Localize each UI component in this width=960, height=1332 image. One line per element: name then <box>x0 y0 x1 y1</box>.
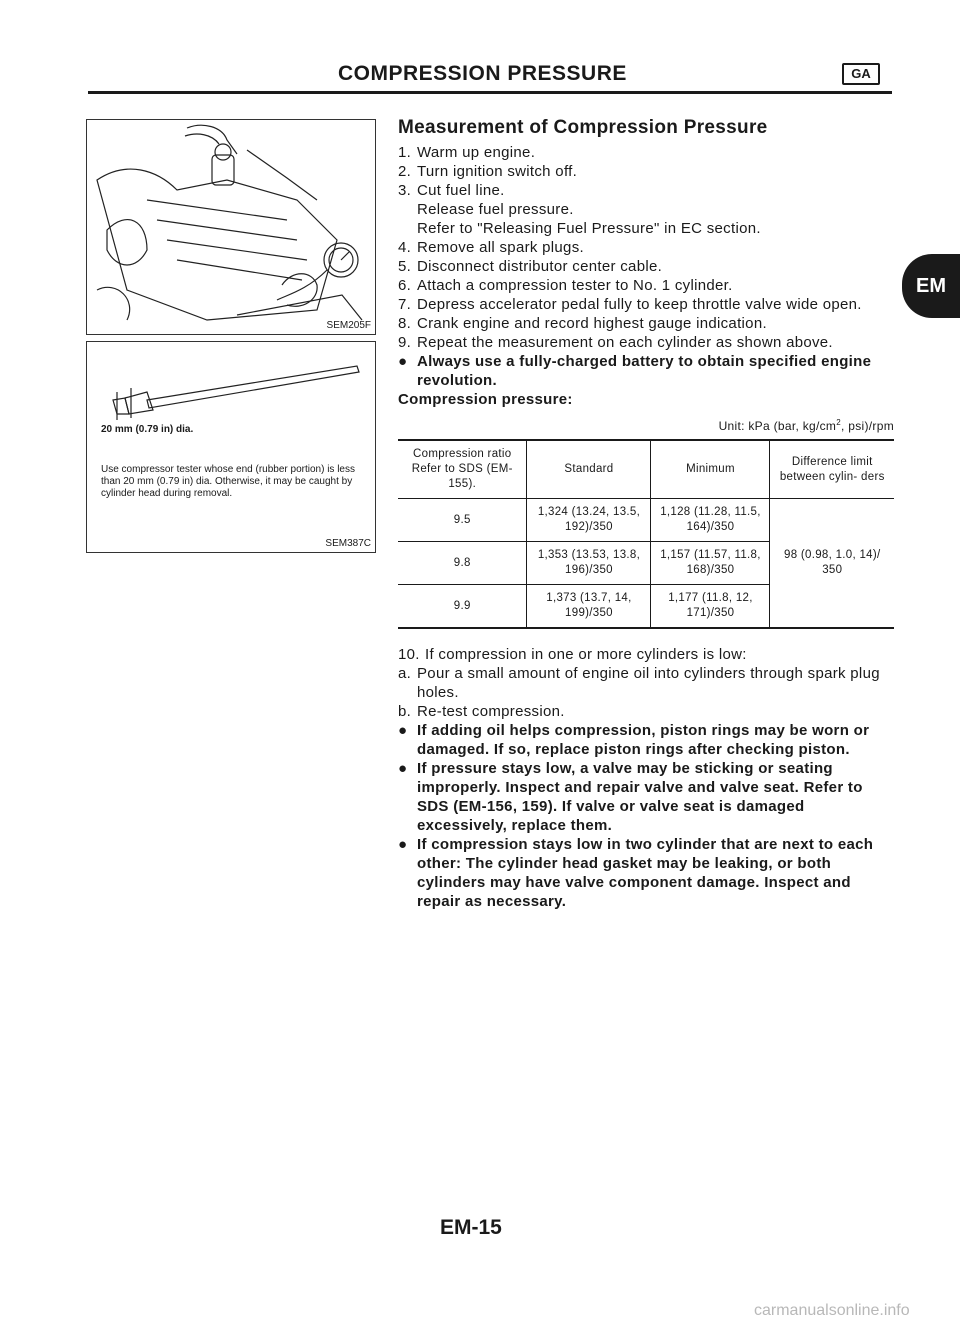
unit-line: Unit: kPa (bar, $kg/cm^2$, psi)/rpm <box>718 418 894 433</box>
table-row <box>398 499 894 542</box>
step-3-detail: Release fuel pressure. <box>417 201 574 218</box>
step-6: 6. Attach a compression tester to No. 1 cylinder. <box>398 277 733 294</box>
column-header-difference: Difference limit between cylin- ders <box>770 440 894 499</box>
cell-standard: 1,353 (13.53, 13.8, 196)/350 <box>527 542 651 585</box>
section-heading: Measurement of Compression Pressure <box>398 117 768 138</box>
step-5: 5. Disconnect distributor center cable. <box>398 258 663 275</box>
cell-minimum: 1,177 (11.8, 12, 171)/350 <box>651 585 770 629</box>
low-compression-section <box>398 645 894 911</box>
step-10: 10. If compression in one or more cylinders is low: <box>398 646 747 663</box>
figure-code: SEM205F <box>326 320 371 331</box>
compression-table <box>398 439 894 629</box>
step-8: 8. Crank engine and record highest gauge indication. <box>398 315 767 332</box>
step-4: 4. Remove all spark plugs. <box>398 239 584 256</box>
main-content <box>398 118 894 911</box>
cell-minimum: 1,157 (11.57, 11.8, 168)/350 <box>651 542 770 585</box>
section-tab[interactable]: EM <box>902 254 960 318</box>
step-3-reference: Refer to "Releasing Fuel Pressure" in EC section. <box>417 220 761 237</box>
note-valve: ● If pressure stays low, a valve may be sticking or seating improperly. Inspect and repair valve and valve seat. Refer to SDS (EM-156, 159). If valve or valve seat is damaged excessively, replace them. <box>398 760 863 834</box>
watermark: carmanualsonline.info <box>754 1302 910 1319</box>
table-header-row <box>398 440 894 499</box>
tester-illustration <box>87 342 375 422</box>
cell-ratio: 9.5 <box>453 513 471 526</box>
page-title: COMPRESSION PRESSURE <box>338 62 627 85</box>
cell-standard: 1,373 (13.7, 14, 199)/350 <box>527 585 651 629</box>
page-number: EM-15 <box>440 1216 502 1239</box>
step-1: 1. Warm up engine. <box>398 144 536 161</box>
column-header-standard: Standard <box>527 440 651 499</box>
step-2: 2. Turn ignition switch off. <box>398 163 578 180</box>
bullet-icon: ● <box>398 353 408 370</box>
step-7: 7. Depress accelerator pedal fully to keep throttle valve wide open. <box>398 296 862 313</box>
figure-note: Use compressor tester whose end (rubber portion) is less than 20 mm (0.79 in) dia. Otherwise, it may be caught by cylinder head during removal. <box>101 464 355 499</box>
note-piston-rings: ● If adding oil helps compression, piston rings may be worn or damaged. If so, replace piston rings after checking piston. <box>398 722 870 758</box>
column-header-ratio: Compression ratio Refer to SDS (EM-155). <box>411 448 513 490</box>
step-3: 3. Cut fuel line. <box>398 182 505 199</box>
cell-ratio: 9.9 <box>453 599 471 612</box>
cell-minimum: 1,128 (11.28, 11.5, 164)/350 <box>651 499 770 542</box>
engine-illustration <box>87 120 375 334</box>
step-10b: b. Re-test compression. <box>398 703 565 720</box>
cell-standard: 1,324 (13.24, 13.5, 192)/350 <box>527 499 651 542</box>
note-head-gasket: ● If compression stays low in two cylinder that are next to each other: The cylinder head gasket may be leaking, or both cylinders may have valve component damage. Inspect and repair as necessary. <box>398 836 874 910</box>
spec-heading: Compression pressure: <box>398 391 573 408</box>
tester-nozzle-figure <box>86 341 376 553</box>
cell-difference-limit: 98 (0.98, 1.0, 14)/ 350 <box>770 499 894 629</box>
figure-code: SEM387C <box>325 538 371 549</box>
step-10a: a. Pour a small amount of engine oil into cylinders through spark plug holes. <box>398 665 880 701</box>
battery-note: ● Always use a fully-charged battery to obtain specified engine revolution. <box>398 353 872 389</box>
engine-badge: GA <box>842 63 880 85</box>
compression-gauge-figure <box>86 119 376 335</box>
bullet-icon: ● <box>398 760 408 777</box>
cell-ratio: 9.8 <box>453 556 471 569</box>
bullet-icon: ● <box>398 722 408 739</box>
dimension-label: 20 mm (0.79 in) dia. <box>101 424 194 435</box>
column-header-minimum: Minimum <box>651 440 770 499</box>
header-rule <box>88 91 892 94</box>
step-9: 9. Repeat the measurement on each cylinder as shown above. <box>398 334 833 351</box>
bullet-icon: ● <box>398 836 408 853</box>
